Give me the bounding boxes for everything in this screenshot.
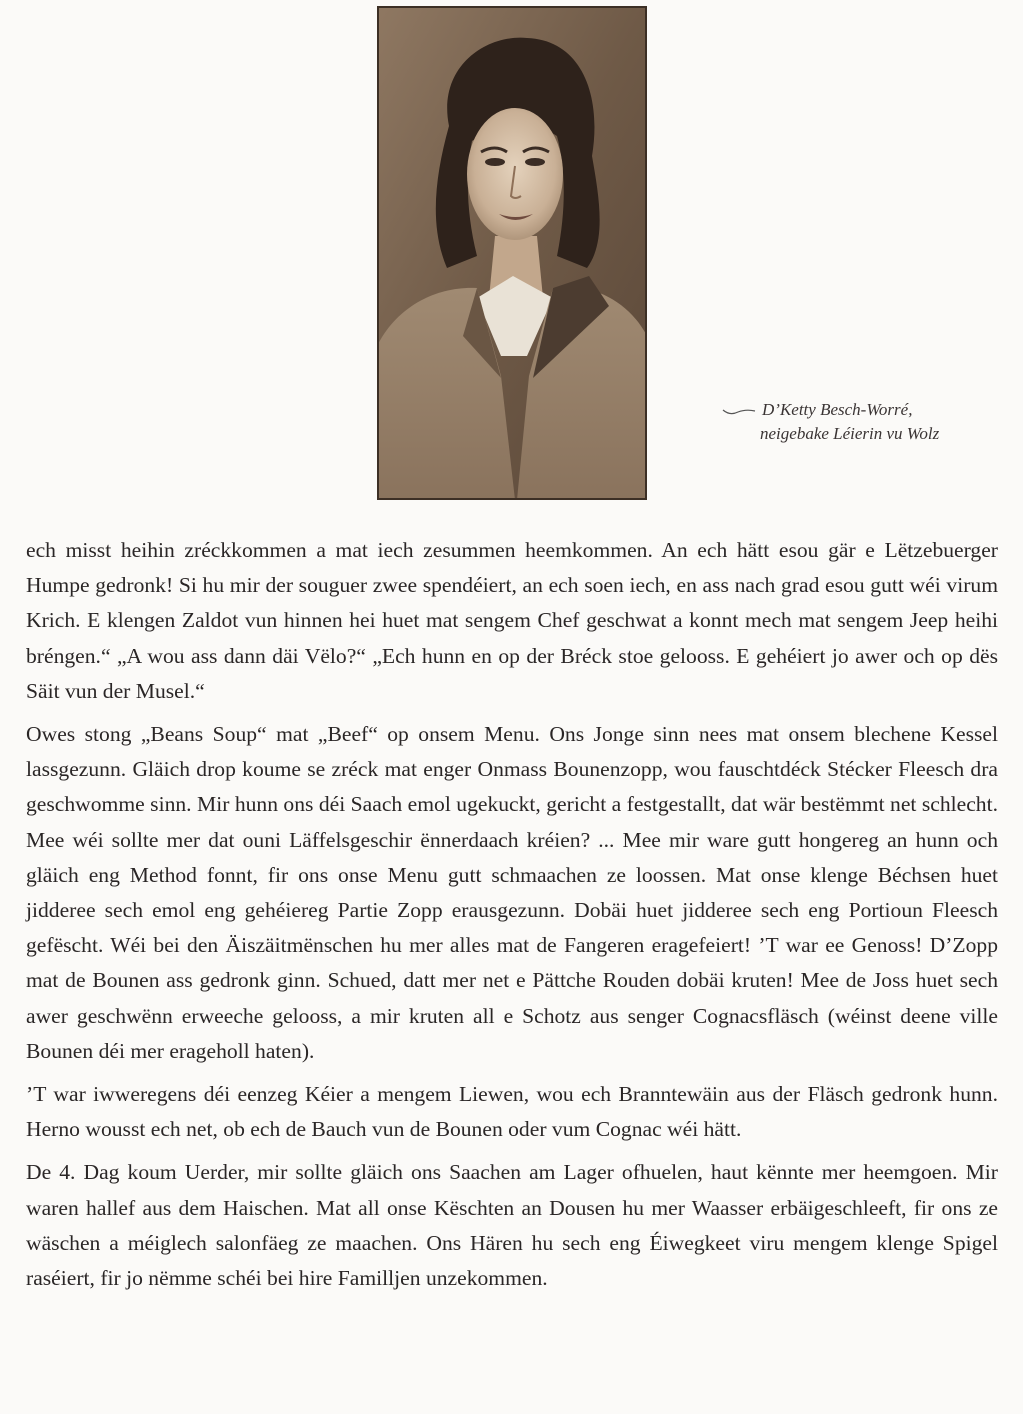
photo-caption: [722, 398, 1012, 446]
paragraph-1: ech misst heihin zréckkommen a mat iech zesummen heemkommen. An ech hätt esou gär e Lëtzebuerger Humpe gedronk! Si hu mir der souguer zwee spendéiert, an ech soen iech, en ass nach grad esou gutt wéi virum Krich. E klengen Zaldot vun hinnen hei huet mat sengem Chef geschwat a konnt mech mat sengem Jeep heihi bréngen.“ „A wou ass dann däi Vëlo?“ „Ech hunn en op der Bréck stoe gelooss. E gehéiert jo awer och op dës Säit vun der Musel.“: [26, 538, 998, 703]
paragraph-3: ’T war iwweregens déi eenzeg Kéier a mengem Liewen, wou ech Branntewäin aus der Fläsch gedronk hunn. Herno wousst ech net, ob ech de Bauch vun de Bounen oder vum Cognac wéi hätt.: [26, 1082, 998, 1142]
portrait-photo: [377, 6, 647, 500]
caption-name: D’Ketty Besch-Worré,: [762, 400, 913, 419]
paragraph-2: Owes stong „Beans Soup“ mat „Beef“ op onsem Menu. Ons Jonge sinn nees mat onsem blechene Kessel lassgezunn. Gläich drop koume se zréck mat enger Onmass Bounenzopp, wou fauschtdéck Stécker Fleesch dra geschwomme sinn. Mir hunn ons déi Saach emol ugekuckt, gericht a festgestallt, dat wär bestëmmt net schlecht. Mee wéi sollte mer dat ouni Läffelsgeschir ënnerdaach kréien? ... Mee mir ware gutt hongereg an hunn och gläich eng Method fonnt, fir ons onse Menu gutt schmaachen ze loossen. Mat onse klenge Béchsen huet jidderee sech emol eng gehéiereg Partie Zopp erausgezunn. Dobäi huet jidderee sech eng Portioun Fleesch gefëscht. Wéi bei den Äiszäitmënschen hu mer alles mat de Fangeren eragefeiert! ’T war ee Genoss! D’Zopp mat de Bounen ass gedronk ginn. Schued, datt mer net e Pättche Rouden dobäi kruten! Mee de Joss huet sech awer geschwënn erweeche gelooss, a mir kruten all e Schotz aus senger Cognacsfläsch (wéinst deene ville Bounen déi mer erageholl haten).: [26, 722, 998, 1063]
swoosh-icon: [722, 406, 756, 416]
caption-line-1: [722, 398, 1012, 422]
article-body: [26, 533, 998, 1304]
portrait-illustration: [377, 6, 647, 500]
paragraph-4: De 4. Dag koum Uerder, mir sollte gläich ons Saachen am Lager ofhuelen, haut kënnte mer heemgoen. Mir waren hallef aus dem Haischen. Mat all onse Këschten an Dousen hu mer Waasser erbäigeschleeft, fir ons ze wäschen a méiglech salonfäeg ze maachen. Ons Hären hu sech eng Éiwegkeet viru mengem klenge Spigel raséiert, fir jo nëmme schéi bei hire Familljen unzekommen.: [26, 1160, 998, 1291]
caption-line-2: neigebake Léierin vu Wolz: [760, 424, 940, 443]
